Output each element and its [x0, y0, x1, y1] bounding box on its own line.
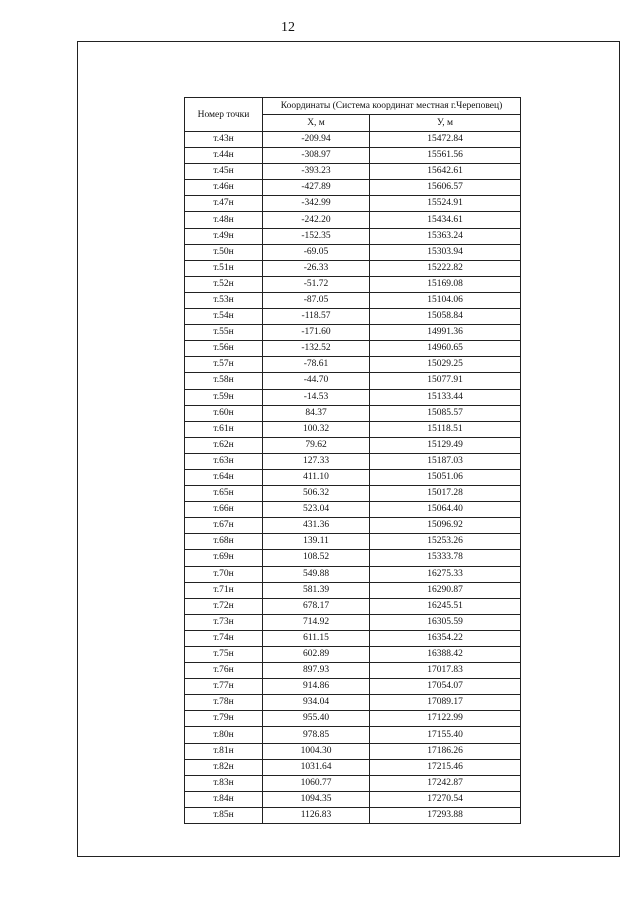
point-number-cell: т.77н	[185, 679, 263, 695]
y-coordinate-cell: 14991.36	[370, 325, 521, 341]
x-coordinate-cell: -427.89	[263, 180, 370, 196]
table-row	[185, 550, 521, 566]
point-number-cell: т.83н	[185, 775, 263, 791]
table-body	[185, 132, 521, 824]
y-coordinate-cell: 15104.06	[370, 292, 521, 308]
point-number-cell: т.75н	[185, 647, 263, 663]
x-coordinate-cell: 108.52	[263, 550, 370, 566]
y-coordinate-cell: 17155.40	[370, 727, 521, 743]
y-coordinate-cell: 16305.59	[370, 614, 521, 630]
x-coordinate-cell: 602.89	[263, 647, 370, 663]
table-row	[185, 630, 521, 646]
point-number-cell: т.55н	[185, 325, 263, 341]
table-row	[185, 437, 521, 453]
y-coordinate-cell: 15118.51	[370, 421, 521, 437]
point-number-cell: т.47н	[185, 196, 263, 212]
table-row	[185, 276, 521, 292]
y-coordinate-cell: 15096.92	[370, 518, 521, 534]
header-coordinates: Координаты (Система координат местная г.Череповец)	[263, 98, 521, 115]
point-number-cell: т.52н	[185, 276, 263, 292]
table-row	[185, 679, 521, 695]
y-coordinate-cell: 17122.99	[370, 711, 521, 727]
x-coordinate-cell: 678.17	[263, 598, 370, 614]
point-number-cell: т.78н	[185, 695, 263, 711]
y-coordinate-cell: 15064.40	[370, 502, 521, 518]
table-row	[185, 711, 521, 727]
point-number-cell: т.85н	[185, 807, 263, 823]
point-number-cell: т.53н	[185, 292, 263, 308]
point-number-cell: т.44н	[185, 148, 263, 164]
table-row	[185, 647, 521, 663]
point-number-cell: т.58н	[185, 373, 263, 389]
point-number-cell: т.57н	[185, 357, 263, 373]
point-number-cell: т.72н	[185, 598, 263, 614]
table-row	[185, 807, 521, 823]
x-coordinate-cell: 431.36	[263, 518, 370, 534]
y-coordinate-cell: 15222.82	[370, 260, 521, 276]
table-row	[185, 614, 521, 630]
x-coordinate-cell: 549.88	[263, 566, 370, 582]
x-coordinate-cell: -87.05	[263, 292, 370, 308]
y-coordinate-cell: 15129.49	[370, 437, 521, 453]
y-coordinate-cell: 15017.28	[370, 486, 521, 502]
coordinates-table	[184, 97, 521, 824]
table-row	[185, 292, 521, 308]
y-coordinate-cell: 14960.65	[370, 341, 521, 357]
x-coordinate-cell: 1031.64	[263, 759, 370, 775]
point-number-cell: т.67н	[185, 518, 263, 534]
point-number-cell: т.49н	[185, 228, 263, 244]
table-row	[185, 244, 521, 260]
x-coordinate-cell: 100.32	[263, 421, 370, 437]
x-coordinate-cell: 84.37	[263, 405, 370, 421]
y-coordinate-cell: 15133.44	[370, 389, 521, 405]
x-coordinate-cell: -171.60	[263, 325, 370, 341]
page-number: 12	[281, 20, 295, 35]
x-coordinate-cell: -209.94	[263, 132, 370, 148]
x-coordinate-cell: 79.62	[263, 437, 370, 453]
y-coordinate-cell: 17186.26	[370, 743, 521, 759]
x-coordinate-cell: 581.39	[263, 582, 370, 598]
y-coordinate-cell: 15085.57	[370, 405, 521, 421]
point-number-cell: т.48н	[185, 212, 263, 228]
y-coordinate-cell: 15187.03	[370, 453, 521, 469]
y-coordinate-cell: 17293.88	[370, 807, 521, 823]
point-number-cell: т.56н	[185, 341, 263, 357]
point-number-cell: т.81н	[185, 743, 263, 759]
table-row	[185, 759, 521, 775]
x-coordinate-cell: -69.05	[263, 244, 370, 260]
y-coordinate-cell: 15524.91	[370, 196, 521, 212]
point-number-cell: т.79н	[185, 711, 263, 727]
y-coordinate-cell: 15472.84	[370, 132, 521, 148]
y-coordinate-cell: 15303.94	[370, 244, 521, 260]
table-row	[185, 196, 521, 212]
y-coordinate-cell: 15363.24	[370, 228, 521, 244]
y-coordinate-cell: 16275.33	[370, 566, 521, 582]
point-number-cell: т.73н	[185, 614, 263, 630]
x-coordinate-cell: 914.86	[263, 679, 370, 695]
table-row	[185, 791, 521, 807]
point-number-cell: т.68н	[185, 534, 263, 550]
x-coordinate-cell: 1060.77	[263, 775, 370, 791]
table-row	[185, 164, 521, 180]
table-row	[185, 582, 521, 598]
header-y: У, м	[370, 115, 521, 132]
y-coordinate-cell: 15333.78	[370, 550, 521, 566]
table-row	[185, 598, 521, 614]
x-coordinate-cell: -308.97	[263, 148, 370, 164]
table-row	[185, 309, 521, 325]
table-row	[185, 373, 521, 389]
y-coordinate-cell: 16388.42	[370, 647, 521, 663]
header-x: Х, м	[263, 115, 370, 132]
point-number-cell: т.50н	[185, 244, 263, 260]
x-coordinate-cell: 611.15	[263, 630, 370, 646]
point-number-cell: т.74н	[185, 630, 263, 646]
x-coordinate-cell: 897.93	[263, 663, 370, 679]
point-number-cell: т.43н	[185, 132, 263, 148]
point-number-cell: т.80н	[185, 727, 263, 743]
point-number-cell: т.60н	[185, 405, 263, 421]
point-number-cell: т.70н	[185, 566, 263, 582]
y-coordinate-cell: 17089.17	[370, 695, 521, 711]
point-number-cell: т.76н	[185, 663, 263, 679]
table-row	[185, 212, 521, 228]
x-coordinate-cell: 523.04	[263, 502, 370, 518]
y-coordinate-cell: 17054.07	[370, 679, 521, 695]
point-number-cell: т.71н	[185, 582, 263, 598]
table-row	[185, 534, 521, 550]
x-coordinate-cell: 955.40	[263, 711, 370, 727]
point-number-cell: т.65н	[185, 486, 263, 502]
x-coordinate-cell: -78.61	[263, 357, 370, 373]
y-coordinate-cell: 15561.56	[370, 148, 521, 164]
x-coordinate-cell: -393.23	[263, 164, 370, 180]
y-coordinate-cell: 17215.46	[370, 759, 521, 775]
x-coordinate-cell: -51.72	[263, 276, 370, 292]
table-row	[185, 518, 521, 534]
y-coordinate-cell: 15077.91	[370, 373, 521, 389]
x-coordinate-cell: -152.35	[263, 228, 370, 244]
table-row	[185, 727, 521, 743]
y-coordinate-cell: 15642.61	[370, 164, 521, 180]
y-coordinate-cell: 15029.25	[370, 357, 521, 373]
y-coordinate-cell: 15169.08	[370, 276, 521, 292]
table-row	[185, 180, 521, 196]
table-row	[185, 743, 521, 759]
x-coordinate-cell: -342.99	[263, 196, 370, 212]
y-coordinate-cell: 16245.51	[370, 598, 521, 614]
x-coordinate-cell: -242.20	[263, 212, 370, 228]
table-row	[185, 502, 521, 518]
table-row	[185, 405, 521, 421]
y-coordinate-cell: 15058.84	[370, 309, 521, 325]
y-coordinate-cell: 16290.87	[370, 582, 521, 598]
x-coordinate-cell: 934.04	[263, 695, 370, 711]
table-row	[185, 421, 521, 437]
table-row	[185, 132, 521, 148]
x-coordinate-cell: -14.53	[263, 389, 370, 405]
point-number-cell: т.62н	[185, 437, 263, 453]
point-number-cell: т.63н	[185, 453, 263, 469]
x-coordinate-cell: 1126.83	[263, 807, 370, 823]
point-number-cell: т.69н	[185, 550, 263, 566]
x-coordinate-cell: 978.85	[263, 727, 370, 743]
table-row	[185, 453, 521, 469]
y-coordinate-cell: 15051.06	[370, 469, 521, 485]
x-coordinate-cell: -132.52	[263, 341, 370, 357]
y-coordinate-cell: 17270.54	[370, 791, 521, 807]
y-coordinate-cell: 17017.83	[370, 663, 521, 679]
table-row	[185, 695, 521, 711]
y-coordinate-cell: 15606.57	[370, 180, 521, 196]
point-number-cell: т.82н	[185, 759, 263, 775]
point-number-cell: т.46н	[185, 180, 263, 196]
y-coordinate-cell: 15434.61	[370, 212, 521, 228]
point-number-cell: т.84н	[185, 791, 263, 807]
table-row	[185, 566, 521, 582]
x-coordinate-cell: -26.33	[263, 260, 370, 276]
point-number-cell: т.45н	[185, 164, 263, 180]
y-coordinate-cell: 16354.22	[370, 630, 521, 646]
x-coordinate-cell: 1094.35	[263, 791, 370, 807]
point-number-cell: т.54н	[185, 309, 263, 325]
table-row	[185, 775, 521, 791]
header-point-number: Номер точки	[185, 98, 263, 132]
table-row	[185, 469, 521, 485]
table-row	[185, 389, 521, 405]
table-row	[185, 260, 521, 276]
point-number-cell: т.51н	[185, 260, 263, 276]
x-coordinate-cell: 714.92	[263, 614, 370, 630]
x-coordinate-cell: -118.57	[263, 309, 370, 325]
x-coordinate-cell: 506.32	[263, 486, 370, 502]
table-row	[185, 486, 521, 502]
table-row	[185, 341, 521, 357]
table-row	[185, 325, 521, 341]
table-row	[185, 228, 521, 244]
x-coordinate-cell: 1004.30	[263, 743, 370, 759]
point-number-cell: т.64н	[185, 469, 263, 485]
y-coordinate-cell: 17242.87	[370, 775, 521, 791]
table-row	[185, 357, 521, 373]
point-number-cell: т.66н	[185, 502, 263, 518]
x-coordinate-cell: -44.70	[263, 373, 370, 389]
point-number-cell: т.61н	[185, 421, 263, 437]
y-coordinate-cell: 15253.26	[370, 534, 521, 550]
point-number-cell: т.59н	[185, 389, 263, 405]
x-coordinate-cell: 127.33	[263, 453, 370, 469]
x-coordinate-cell: 139.11	[263, 534, 370, 550]
x-coordinate-cell: 411.10	[263, 469, 370, 485]
table-row	[185, 663, 521, 679]
table-row	[185, 148, 521, 164]
